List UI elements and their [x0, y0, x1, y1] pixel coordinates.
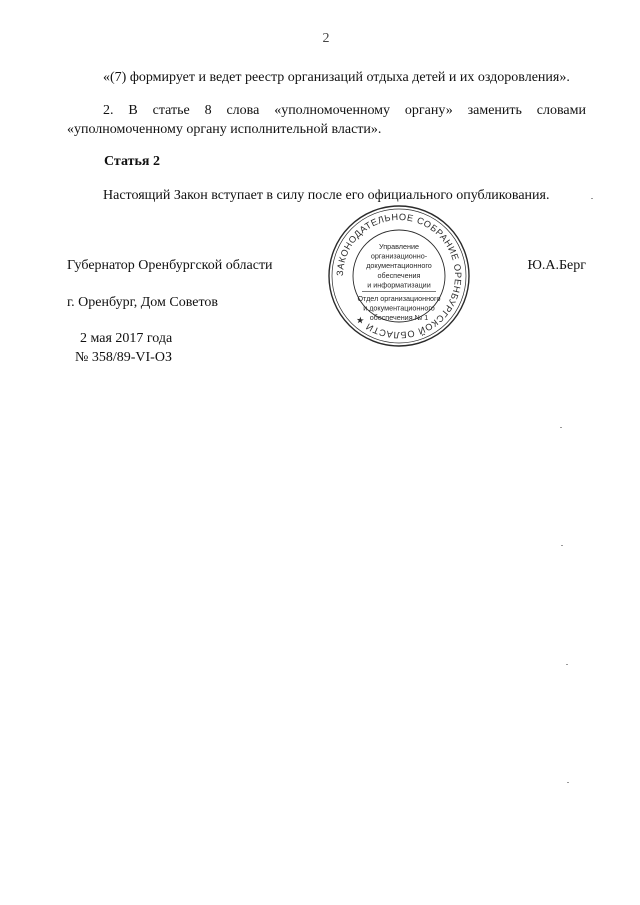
- law-number: № 358/89-VI-ОЗ: [75, 350, 172, 365]
- signatory-position: Губернатор Оренбургской области: [67, 258, 273, 273]
- paragraph-item-7: «(7) формирует и ведет реестр организаций отдыха детей и их оздоровления».: [103, 70, 570, 85]
- seal-inner-text: [357, 242, 440, 322]
- signing-date: 2 мая 2017 года: [80, 331, 173, 346]
- seal-inner-line: обеспечения № 1: [369, 313, 429, 323]
- scan-speck: [560, 427, 562, 428]
- seal-inner-line: и документационного: [363, 303, 435, 313]
- article-title: Статья 2: [104, 154, 160, 169]
- seal-inner-line: документационного: [366, 261, 432, 271]
- scan-speck: [567, 782, 569, 783]
- seal-inner-line: обеспечения: [377, 270, 421, 280]
- seal-inner-line: Управление: [379, 242, 419, 251]
- official-seal: [326, 203, 472, 349]
- paragraph-entry-into-force: Настоящий Закон вступает в силу после его официального опубликования.: [103, 188, 550, 203]
- signatory-name: Ю.А.Берг: [527, 258, 586, 273]
- scan-speck: [591, 198, 593, 199]
- seal-outer-text: ЗАКОНОДАТЕЛЬНОЕ СОБРАНИЕ ОРЕНБУРГСКОЙ ОБЛАСТИ ★: [334, 211, 464, 341]
- signing-place: г. Оренбург, Дом Советов: [67, 295, 218, 310]
- page-number: 2: [322, 31, 330, 46]
- paragraph-amendment-article-8: 2. В статье 8 слова «уполномоченному органу» заменить словами «уполномоченному органу исполнительной власти».: [67, 103, 586, 137]
- scan-speck: [566, 664, 568, 665]
- scan-speck: [561, 545, 563, 546]
- seal-inner-line: организационно-: [370, 251, 428, 261]
- seal-inner-line: Отдел организационного: [357, 294, 441, 303]
- seal-inner-line: и информатизации: [367, 280, 431, 290]
